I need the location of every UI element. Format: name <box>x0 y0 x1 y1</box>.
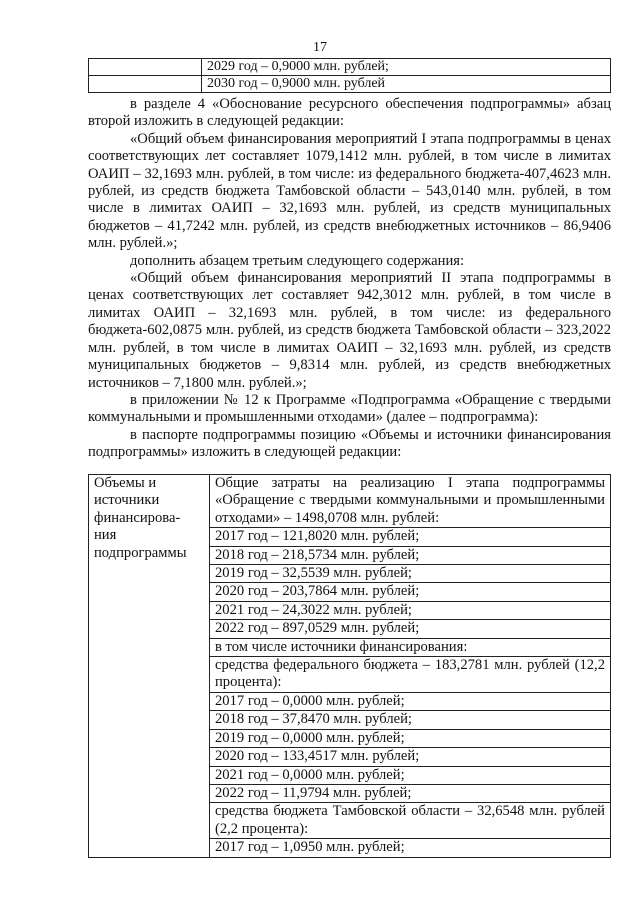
financing-label-cell <box>89 475 210 858</box>
financing-line: 2022 год – 897,0529 млн. рублей; <box>210 620 610 638</box>
financing-line: 2020 год – 203,7864 млн. рублей; <box>210 583 610 601</box>
table-cell-empty <box>89 76 202 93</box>
table-row <box>89 59 611 76</box>
table-cell: 2030 год – 0,9000 млн. рублей <box>202 76 611 93</box>
financing-line: 2022 год – 11,9794 млн. рублей; <box>210 785 610 803</box>
financing-line: 2018 год – 218,5734 млн. рублей; <box>210 547 610 565</box>
financing-line: Общие затраты на реализацию I этапа подпрограммы «Обращение с твердыми коммунальными и промышленными отходами» – 1498,0708 млн. рублей: <box>210 475 610 528</box>
paragraph: в разделе 4 «Обоснование ресурсного обеспечения подпрограммы» абзац второй изложить в следующей редакции: <box>88 96 611 130</box>
financing-line: 2017 год – 121,8020 млн. рублей; <box>210 528 610 546</box>
table-row <box>89 76 611 93</box>
financing-table <box>88 474 611 858</box>
label-line: подпрограммы <box>94 544 187 561</box>
continued-table <box>88 58 611 93</box>
document-body <box>88 96 611 462</box>
table-cell: 2029 год – 0,9000 млн. рублей; <box>202 59 611 76</box>
financing-line: 2018 год – 37,8470 млн. рублей; <box>210 711 610 729</box>
financing-line: 2019 год – 32,5539 млн. рублей; <box>210 565 610 583</box>
page-number: 17 <box>313 40 327 55</box>
paragraph: дополнить абзацем третьим следующего содержания: <box>130 252 465 269</box>
table-row <box>89 475 611 858</box>
label-line: источники <box>94 492 160 509</box>
paragraph: в паспорте подпрограммы позицию «Объемы и источники финансирования подпрограммы» изложить в следующей редакции: <box>88 426 611 461</box>
financing-line: в том числе источники финансирования: <box>210 639 610 657</box>
financing-line: 2017 год – 1,0950 млн. рублей; <box>215 839 405 856</box>
table-cell-empty <box>89 59 202 76</box>
financing-line: 2020 год – 133,4517 млн. рублей; <box>210 748 610 766</box>
financing-line: 2019 год – 0,0000 млн. рублей; <box>210 730 610 748</box>
financing-line: 2021 год – 24,3022 млн. рублей; <box>210 602 610 620</box>
financing-line: 2021 год – 0,0000 млн. рублей; <box>210 767 610 785</box>
financing-line: 2017 год – 0,0000 млн. рублей; <box>210 693 610 711</box>
paragraph: в приложении № 12 к Программе «Подпрограмма «Обращение с твердыми коммунальными и промышленными отходами» (далее – подпрограмма): <box>88 391 611 426</box>
label-line: ния <box>94 527 117 544</box>
financing-line: средства бюджета Тамбовской области – 32,6548 млн. рублей (2,2 процента): <box>210 803 610 839</box>
paragraph: «Общий объем финансирования мероприятий II этапа подпрограммы в ценах соответствующих лет составляет 942,3012 млн. рублей, в том числе в лимитах ОАИП – 32,1693 млн. рублей, в том числе: из федерального бюджета-602,0875 млн. рублей, из средств бюджета Тамбовской области – 323,2022 млн. рублей, в том числе в лимитах ОАИП – 32,1693 млн. рублей, из средств муниципальных бюджетов – 9,8314 млн. рублей, из средств внебюджетных источников – 7,1800 млн. рублей.»; <box>88 270 611 391</box>
label-line: финансирова- <box>94 509 181 526</box>
financing-line: средства федерального бюджета – 183,2781 млн. рублей (12,2 процента): <box>210 657 610 693</box>
paragraph: «Общий объем финансирования мероприятий I этапа подпрограммы в ценах соответствующих лет составляет 1079,1412 млн. рублей, в том числе в лимитах ОАИП – 32,1693 млн. рублей, в том числе: из федерального бюджета-407,4623 млн. рублей, из средств бюджета Тамбовской области – 543,0140 млн. рублей, в том числе в лимитах ОАИП – 32,1693 млн. рублей, из средств муниципальных бюджетов – 41,7242 млн. рублей, из средств внебюджетных источников – 86,9406 млн. рублей.»; <box>88 130 611 252</box>
financing-values-cell <box>210 475 611 858</box>
label-line: Объемы и <box>94 475 157 491</box>
